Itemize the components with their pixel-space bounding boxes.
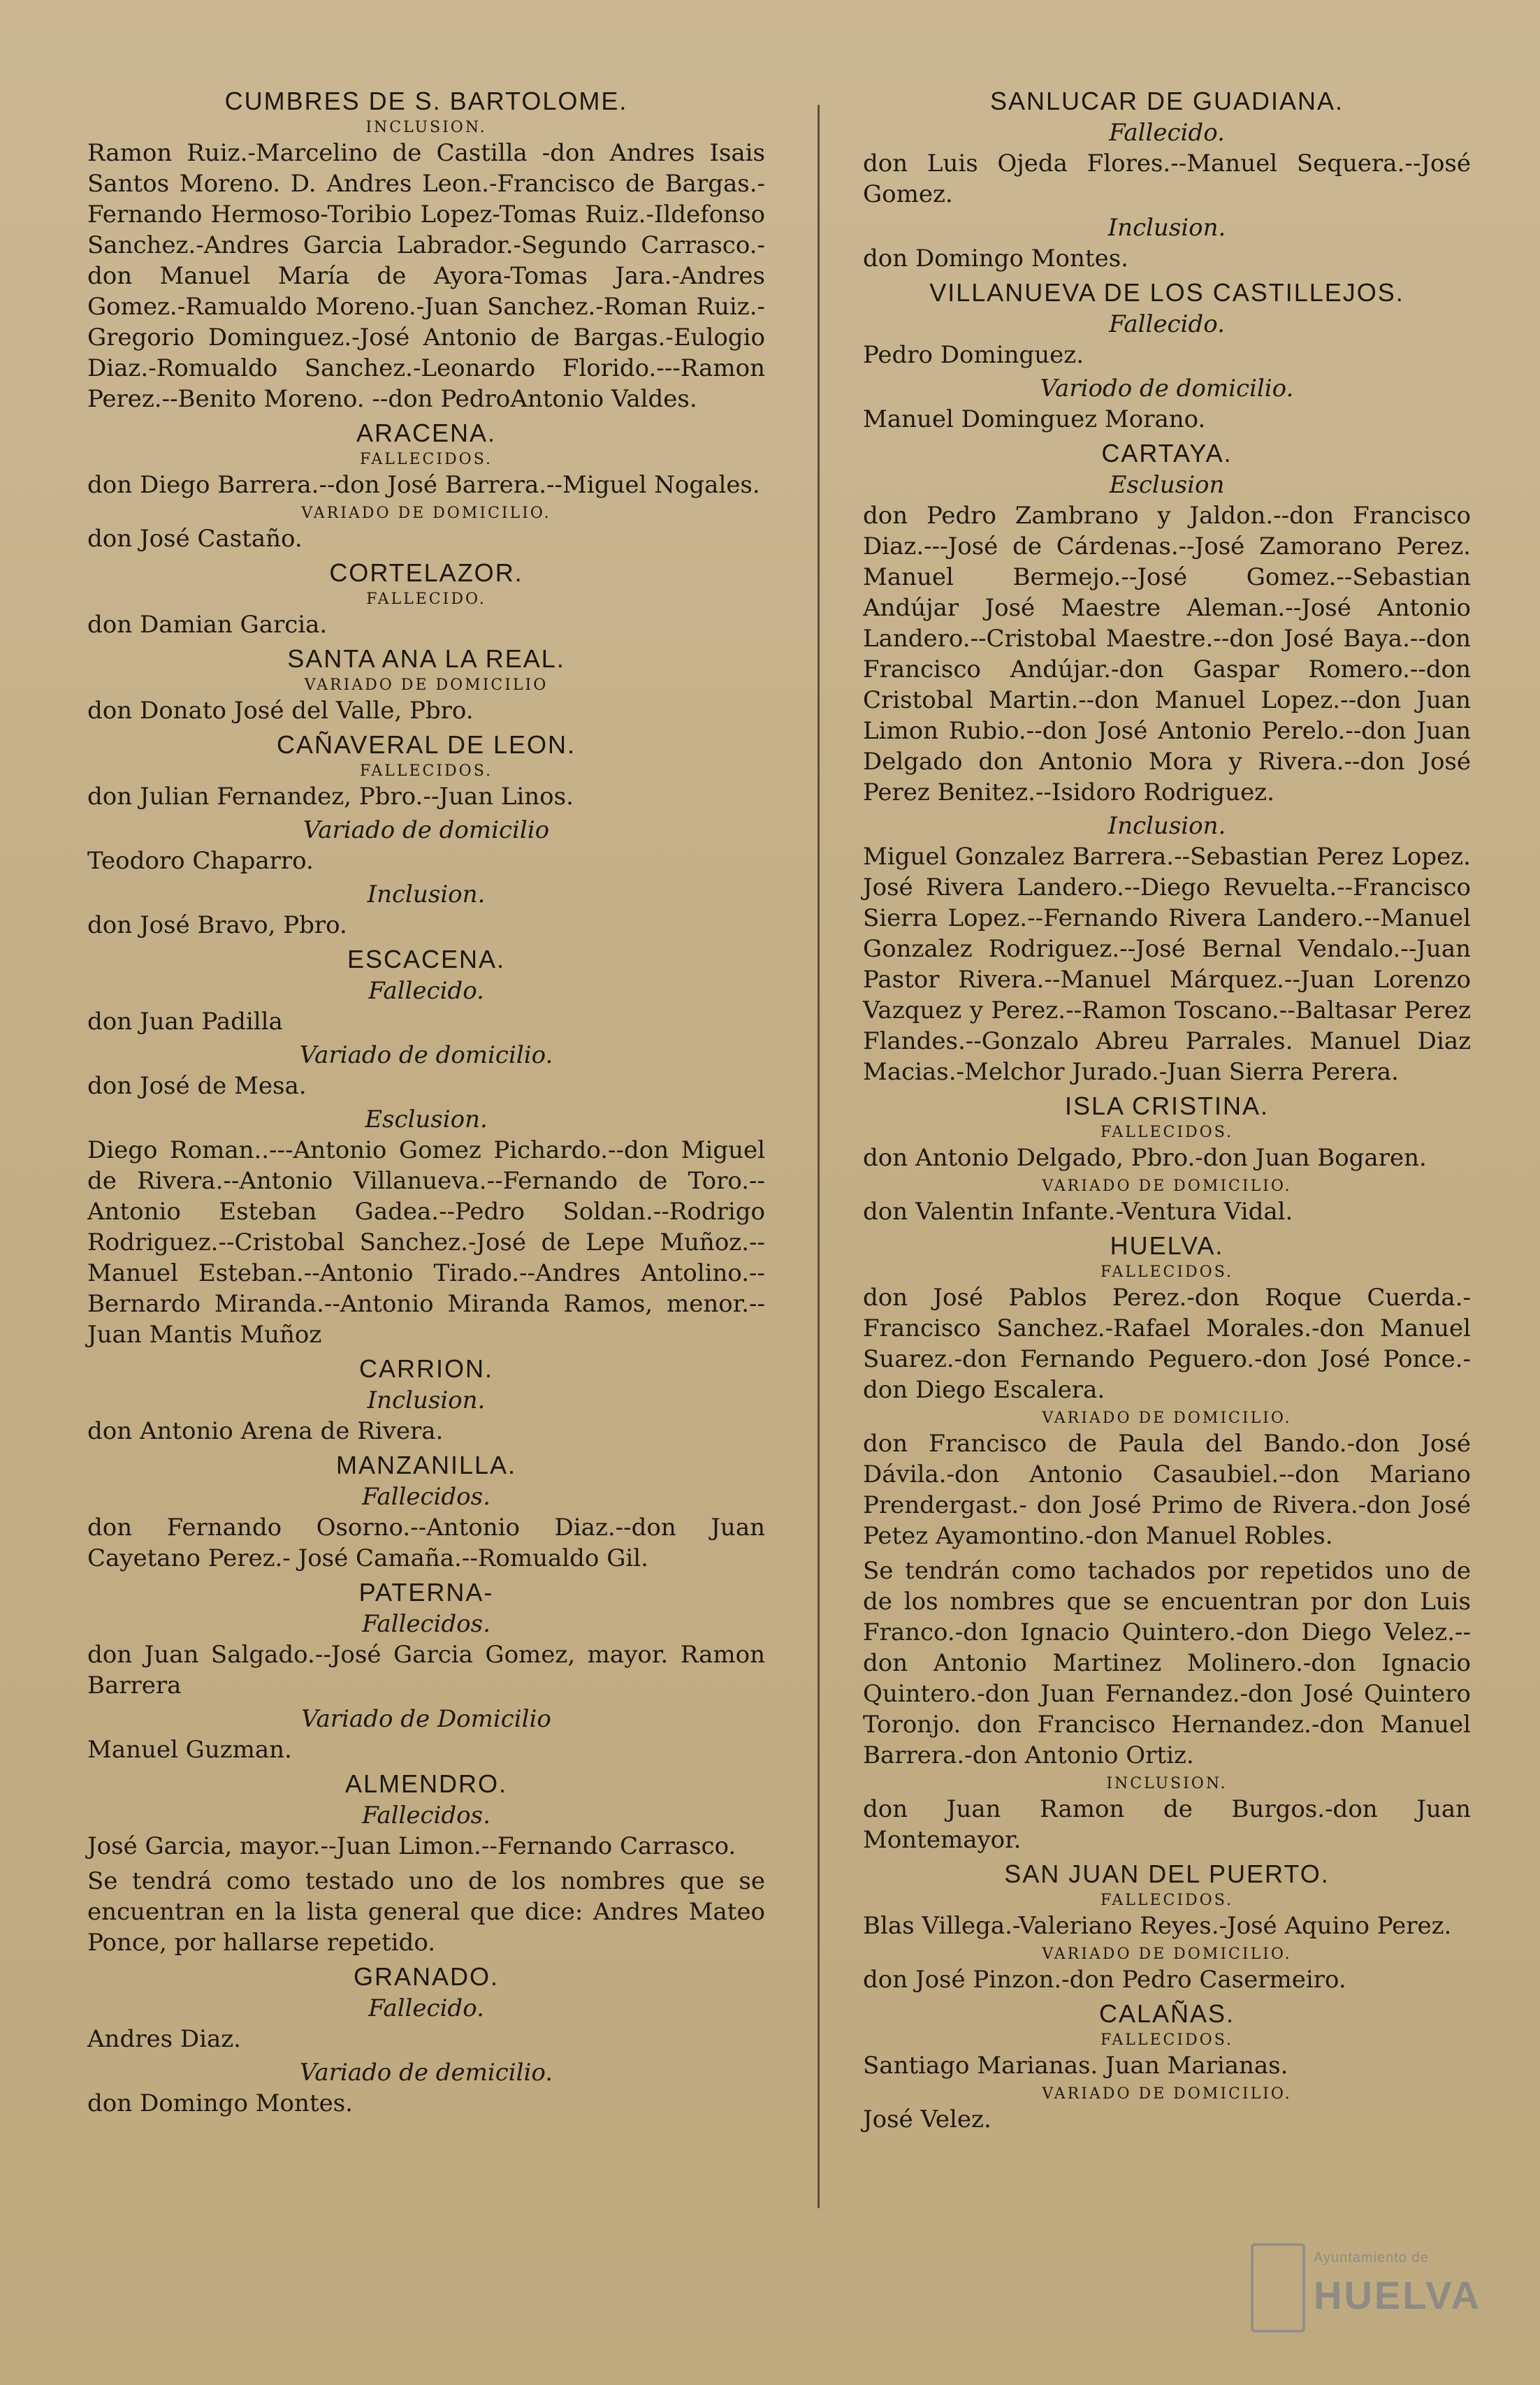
- text-canaveral-inclusion: don José Bravo, Pbro.: [87, 911, 347, 939]
- label-fallecidos: FALLECIDOS.: [1100, 1124, 1233, 1141]
- section-title-san-juan: SAN JUAN DEL PUERTO.: [1004, 1860, 1330, 1888]
- label-variado: Variodo de domicilio.: [1040, 375, 1294, 403]
- label-fallecido: Fallecido.: [368, 1994, 484, 2022]
- label-inclusion: Inclusion.: [367, 880, 486, 908]
- label-variado: Variado de demicilio.: [299, 2059, 553, 2087]
- label-variado: Variado de domicilio: [303, 816, 550, 844]
- text-canaveral-fallecidos: don Julian Fernandez, Pbro.--Juan Linos.: [87, 783, 574, 811]
- text-manzanilla-fallecidos: don Fernando Osorno.--Antonio Diaz.--don Juan Cayetano Perez.- José Camaña.--Romualdo Gil.: [87, 1514, 765, 1572]
- label-esclusion: Esclusion: [1109, 471, 1225, 499]
- label-variado: VARIADO DE DOMICILIO.: [1042, 2085, 1292, 2103]
- label-inclusion: INCLUSION.: [365, 119, 487, 136]
- text-sanlucar-inclusion: don Domingo Montes.: [863, 245, 1128, 273]
- text-villanueva-variado: Manuel Dominguez Morano.: [863, 405, 1206, 433]
- text-cumbres-inclusion: Ramon Ruiz.-Marcelino de Castilla -don Andres Isais Santos Moreno. D. Andres Leon.-Francisco de Bargas.-Fernando Hermoso-Toribio Lopez-Tomas Ruiz.-Ildefonso Sanchez.-Andres Garcia Labrador.-Segundo Carrasco.-don Manuel María de Ayora-Tomas Jara.-Andres Gomez.-Ramualdo Moreno.-Juan Sanchez.-Roman Ruiz.-Gregorio Dominguez.-José Antonio de Bargas.-Eulogio Diaz.-Romualdo Sanchez.-Leonardo Florido.---Ramon Perez.--Benito Moreno. --don PedroAntonio Valdes.: [87, 139, 765, 413]
- text-sanlucar-fallecido: don Luis Ojeda Flores.--Manuel Sequera.--José Gomez.: [863, 150, 1471, 208]
- label-fallecido: Fallecido.: [368, 977, 484, 1005]
- label-esclusion: Esclusion.: [365, 1105, 488, 1133]
- text-paterna-fallecidos: don Juan Salgado.--José Garcia Gomez, mayor. Ramon Barrera: [87, 1641, 765, 1699]
- label-fallecido: Fallecido.: [1109, 119, 1225, 147]
- text-huelva-inclusion: don Juan Ramon de Burgos.-don Juan Montemayor.: [863, 1795, 1471, 1854]
- left-column: [66, 82, 797, 2123]
- text-calanas-variado: José Velez.: [863, 2105, 991, 2133]
- text-huelva-note: Se tendrán como tachados por repetidos uno de de los nombres que se encuentran por don Luis Franco.-don Ignacio Quintero.-don Diego Velez.--don Antonio Martinez Molinero.-don Ignacio Quintero.-don Juan Fernandez.-don José Quintero Toronjo. don Francisco Hernandez.-don Manuel Barrera.-don Antonio Ortiz.: [863, 1557, 1471, 1769]
- label-inclusion: Inclusion.: [367, 1386, 486, 1414]
- label-fallecidos: FALLECIDOS.: [360, 762, 493, 780]
- label-fallecidos: Fallecidos.: [362, 1610, 491, 1638]
- text-isla-fallecidos: don Antonio Delgado, Pbro.-don Juan Bogaren.: [863, 1144, 1427, 1172]
- section-title-cartaya: CARTAYA.: [1101, 439, 1233, 467]
- label-fallecidos: FALLECIDOS.: [1100, 2031, 1233, 2049]
- text-cortelazor-fallecido: don Damian Garcia.: [87, 611, 328, 639]
- text-almendro-note: Se tendrá como testado uno de los nombres que se encuentran en la lista general que dice: Andres Mateo Ponce, por hallarse repetido.: [87, 1867, 765, 1957]
- label-variado: VARIADO DE DOMICILIO.: [1042, 1177, 1292, 1195]
- text-escacena-variado: don José de Mesa.: [87, 1072, 307, 1100]
- label-fallecido: FALLECIDO.: [366, 590, 486, 608]
- text-aracena-variado: don José Castaño.: [87, 525, 303, 553]
- text-aracena-fallecidos: don Diego Barrera.--don José Barrera.--Miguel Nogales.: [87, 471, 760, 499]
- text-calanas-fallecidos: Santiago Marianas. Juan Marianas.: [863, 2052, 1288, 2080]
- section-title-carrion: CARRION.: [358, 1354, 493, 1383]
- label-variado: VARIADO DE DOMICILIO.: [1042, 1945, 1292, 1963]
- text-granado-variado: don Domingo Montes.: [87, 2089, 353, 2117]
- section-title-canaveral: CAÑAVERAL DE LEON.: [276, 730, 576, 759]
- section-title-granado: GRANADO.: [353, 1962, 500, 1991]
- section-title-villanueva: VILLANUEVA DE LOS CASTILLEJOS.: [929, 278, 1404, 307]
- label-variado: VARIADO DE DOMICILIO.: [301, 505, 551, 522]
- text-santa-ana-variado: don Donato José del Valle, Pbro.: [87, 697, 474, 725]
- text-canaveral-variado: Teodoro Chaparro.: [87, 847, 314, 875]
- text-escacena-fallecido: don Juan Padilla: [87, 1008, 283, 1036]
- text-sanjuan-fallecidos: Blas Villega.-Valeriano Reyes.-José Aquino Perez.: [863, 1912, 1452, 1940]
- text-escacena-esclusion: Diego Roman..---Antonio Gomez Pichardo.--don Miguel de Rivera.--Antonio Villanueva.--Fernando de Toro.--Antonio Esteban Gadea.--Pedro Soldan.--Rodrigo Rodriguez.--Cristobal Sanchez.-José de Lepe Muñoz.--Manuel Esteban.--Antonio Tirado.--Andres Antolino.--Bernardo Miranda.--Antonio Miranda Ramos, menor.--Juan Mantis Muñoz: [87, 1136, 765, 1349]
- right-column: [786, 82, 1485, 2139]
- section-title-sanlucar: SANLUCAR DE GUADIANA.: [989, 87, 1344, 115]
- label-fallecido: Fallecido.: [1109, 310, 1225, 338]
- section-title-cumbres: CUMBRES DE S. BARTOLOME.: [224, 87, 628, 115]
- label-fallecidos: Fallecidos.: [362, 1483, 491, 1511]
- section-title-cortelazor: CORTELAZOR.: [329, 558, 523, 587]
- label-variado: Variado de domicilio.: [299, 1041, 553, 1069]
- label-fallecidos: Fallecidos.: [362, 1802, 491, 1829]
- section-title-isla-cristina: ISLA CRISTINA.: [1064, 1092, 1270, 1120]
- ayuntamiento-huelva-logo: [1251, 2236, 1502, 2355]
- label-variado: VARIADO DE DOMICILIO: [304, 676, 549, 694]
- label-variado: Variado de Domicilio: [301, 1705, 551, 1733]
- logo-line-2: HUELVA: [1314, 2273, 1481, 2317]
- text-almendro-fallecidos: José Garcia, mayor.--Juan Limon.--Fernando Carrasco.: [87, 1832, 736, 1860]
- text-carrion-inclusion: don Antonio Arena de Rivera.: [87, 1417, 444, 1445]
- label-fallecidos: FALLECIDOS.: [1100, 1263, 1233, 1281]
- label-inclusion: Inclusion.: [1107, 214, 1226, 242]
- section-title-escacena: ESCACENA.: [347, 945, 506, 973]
- text-huelva-variado: don Francisco de Paula del Bando.-don José Dávila.-don Antonio Casaubiel.--don Mariano Prendergast.- don José Primo de Rivera.-don José Petez Ayamontino.-don Manuel Robles.: [863, 1430, 1471, 1550]
- text-granado-fallecido: Andres Diaz.: [87, 2025, 241, 2053]
- text-sanjuan-variado: don José Pinzon.-don Pedro Casermeiro.: [863, 1966, 1346, 1994]
- section-title-paterna: PATERNA-: [358, 1578, 494, 1607]
- section-title-calanas: CALAÑAS.: [1098, 1999, 1235, 2028]
- section-title-santa-ana: SANTA ANA LA REAL.: [287, 644, 565, 673]
- section-title-huelva: HUELVA.: [1110, 1231, 1224, 1260]
- label-inclusion: Inclusion.: [1107, 812, 1226, 840]
- text-huelva-fallecidos: don José Pablos Perez.-don Roque Cuerda.-Francisco Sanchez.-Rafael Morales.-don Manuel Suarez.-don Fernando Peguero.-don José Ponce.-don Diego Escalera.: [863, 1284, 1471, 1404]
- logo-line-1: Ayuntamiento de: [1314, 2250, 1429, 2266]
- text-isla-variado: don Valentin Infante.-Ventura Vidal.: [863, 1198, 1293, 1226]
- section-title-aracena: ARACENA.: [356, 419, 497, 447]
- text-cartaya-esclusion: don Pedro Zambrano y Jaldon.--don Francisco Diaz.---José de Cárdenas.--José Zamorano Perez. Manuel Bermejo.--José Gomez.--Sebastian Andújar José Maestre Aleman.--José Antonio Landero.--Cristobal Maestre.--don José Baya.--don Francisco Andújar.-don Gaspar Romero.--don Cristobal Martin.--don Manuel Lopez.--don Juan Limon Rubio.--don José Antonio Perelo.--don Juan Delgado don Antonio Mora y Rivera.--don José Perez Benitez.--Isidoro Rodriguez.: [863, 502, 1471, 806]
- label-fallecidos: FALLECIDOS.: [360, 451, 493, 468]
- section-title-almendro: ALMENDRO.: [344, 1769, 508, 1798]
- label-variado: VARIADO DE DOMICILIO.: [1042, 1409, 1292, 1427]
- seal-icon: [1251, 2243, 1305, 2333]
- text-paterna-variado: Manuel Guzman.: [87, 1736, 292, 1764]
- text-cartaya-inclusion: Miguel Gonzalez Barrera.--Sebastian Perez Lopez. José Rivera Landero.--Diego Revuelta.--Francisco Sierra Lopez.--Fernando Rivera Landero.--Manuel Gonzalez Rodriguez.--José Bernal Vendalo.--Juan Pastor Rivera.--Manuel Márquez.--Juan Lorenzo Vazquez y Perez.--Ramon Toscano.--Baltasar Perez Flandes.--Gonzalo Abreu Parrales. Manuel Diaz Macias.-Melchor Jurado.-Juan Sierra Perera.: [863, 843, 1471, 1086]
- label-inclusion: INCLUSION.: [1106, 1775, 1228, 1792]
- label-fallecidos: FALLECIDOS.: [1100, 1892, 1233, 1909]
- section-title-manzanilla: MANZANILLA.: [335, 1451, 517, 1479]
- text-villanueva-fallecido: Pedro Dominguez.: [863, 341, 1084, 369]
